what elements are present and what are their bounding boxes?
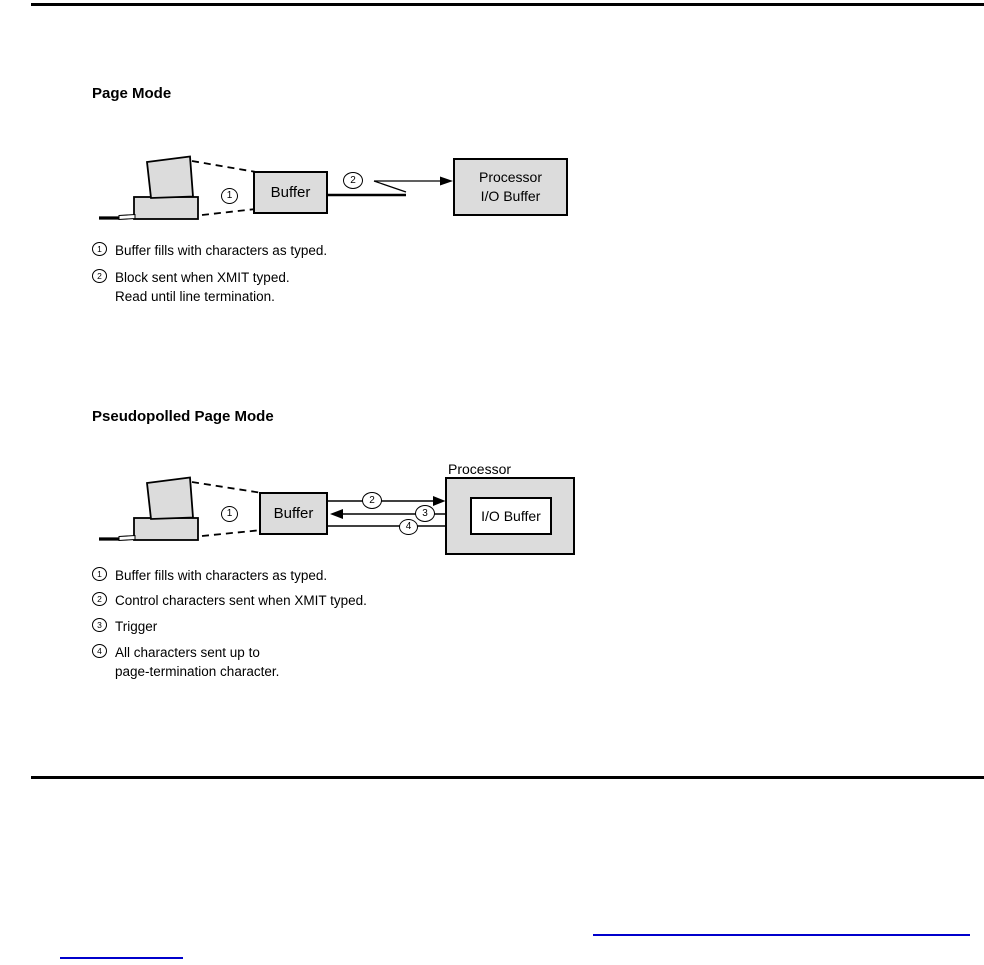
note-2-text-line2: Read until line termination. — [115, 289, 275, 304]
note-2-diagram2 — [92, 591, 367, 610]
note-1-circle: 1 — [92, 567, 107, 581]
note-2-circle: 2 — [92, 592, 107, 606]
note-4-circle: 4 — [92, 644, 107, 658]
processor-io-buffer-box — [453, 158, 568, 216]
note-2-circle: 2 — [92, 269, 107, 283]
note-2-text: Control characters sent when XMIT typed. — [115, 593, 367, 608]
io-buffer-box — [470, 497, 552, 535]
note-3-circle: 3 — [92, 618, 107, 632]
dashed-connector-1 — [192, 161, 256, 215]
buffer-box-2-label: Buffer — [273, 505, 314, 522]
callout-2-number: 2 — [369, 494, 375, 506]
note-1-text: Buffer fills with characters as typed. — [115, 568, 328, 583]
callout-2-diagram1 — [343, 172, 363, 189]
callout-4-number: 4 — [405, 521, 412, 532]
buffer-box-1 — [253, 171, 328, 214]
note-4-diagram2 — [92, 643, 279, 681]
note-1-circle: 1 — [92, 242, 107, 256]
buffer-box-1-label: Buffer — [270, 184, 311, 201]
callout-3-number: 3 — [422, 507, 428, 519]
processor-box-line2: I/O Buffer — [480, 188, 541, 204]
footer-link-underline-right[interactable] — [593, 934, 970, 936]
callout-2-diagram2 — [362, 492, 382, 509]
callout-3-diagram2 — [415, 505, 435, 522]
callout-2-number: 2 — [350, 174, 356, 186]
note-3-diagram2 — [92, 617, 157, 636]
processor-box-line1: Processor — [478, 169, 543, 185]
section-title-page-mode: Page Mode — [92, 85, 172, 102]
note-1-text: Buffer fills with characters as typed. — [115, 243, 328, 258]
callout-1-diagram1 — [221, 188, 238, 204]
note-4-text-line2: page-termination character. — [115, 664, 280, 679]
terminal-icon — [99, 157, 198, 220]
footer-link-underline-left[interactable] — [60, 957, 183, 959]
callout-1-number: 1 — [226, 508, 233, 519]
buffer-box-2 — [259, 492, 328, 535]
note-1-diagram1 — [92, 241, 327, 260]
note-1-diagram2 — [92, 566, 327, 585]
terminal-icon — [99, 478, 198, 541]
callout-1-number: 1 — [226, 190, 233, 201]
note-2-diagram1 — [92, 268, 290, 306]
section-title-pseudopolled: Pseudopolled Page Mode — [92, 408, 274, 425]
note-4-text-line1: All characters sent up to — [115, 645, 260, 660]
note-2-text-line1: Block sent when XMIT typed. — [115, 270, 290, 285]
callout-4-diagram2 — [399, 519, 418, 535]
io-buffer-box-label: I/O Buffer — [481, 508, 541, 524]
processor-label: Processor — [448, 461, 512, 477]
callout-1-diagram2 — [221, 506, 238, 522]
note-3-text: Trigger — [115, 619, 158, 634]
